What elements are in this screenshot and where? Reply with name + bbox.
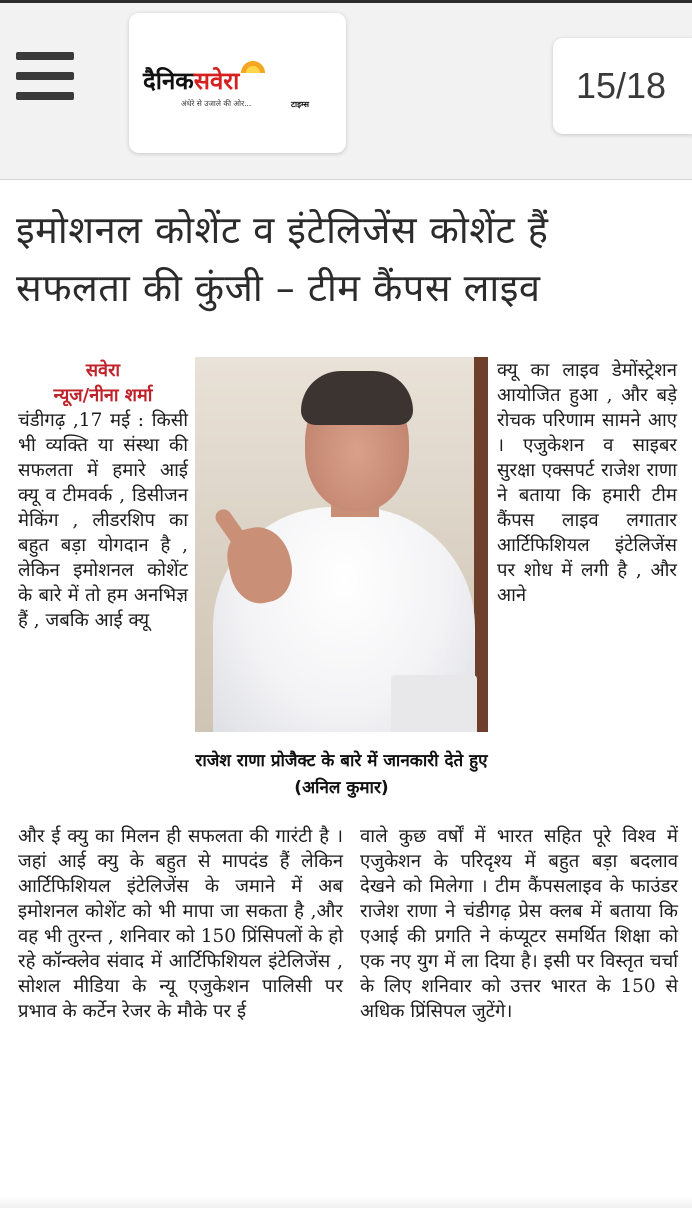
page-counter[interactable]: 15/18 [553, 38, 692, 134]
app-header [0, 0, 692, 180]
logo-card[interactable] [129, 13, 346, 153]
bottom-right-column [360, 824, 678, 1024]
logo-part-savera: सवेरा [193, 67, 240, 95]
right-column [497, 358, 677, 608]
hamburger-menu-icon[interactable] [12, 48, 78, 104]
left-column-text: चंडीगढ़ ,17 मई : किसी भी व्यक्ति या संस्था की सफलता में हमारे आई क्यू व टीमवर्क , डिसीजन मेकिंग , लीडरशिप का बहुत बड़ा योगदान है , लेकिन इमोशनल कोशेंट के बारे में तो हम अनभिज्ञ हैं , जबकि आई क्यू [18, 410, 188, 631]
logo-tagline: अंधेरे से उजाले की ओर... [181, 99, 252, 108]
photo-caption: राजेश राणा प्रोजैक्ट के बारे में जानकारी देते हुए (अनिल कुमार) [195, 751, 488, 798]
byline-source: सवेरा [85, 360, 121, 381]
logo-wordmark [143, 67, 239, 95]
byline-author: न्यूज/नीना शर्मा [53, 385, 153, 406]
page-bottom-edge [0, 1196, 692, 1208]
right-column-text: क्यू का लाइव डेमोंस्ट्रेशन आयोजित हुआ , और बड़े रोचक परिणाम सामने आए । एजुकेशन व साइबर सुरक्षा एक्सपर्ट राजेश राणा ने बताया कि हमारी टीम कैंपस लाइव लगातार आर्टिफिशियल इंटेलिजेंस पर शोध में लगी है , और आने [497, 360, 677, 606]
bottom-left-text: और ई क्यु का मिलन ही सफलता की गारंटी है । जहां आई क्यु के बहुत से मापदंड हैं लेकिन आर्टिफिशियल इंटेलिजेंस के जमाने में अब इमोशनल कोशेंट को भी मापा जा सकता है ,और वह भी तुरन्त , शनिवार को 150 प्रिंसिपलों के हो रहे कॉन्क्लेव संवाद में आर्टिफिशियल इंटेलिजेंस , सोशल मीडिया के न्यू एजुकेशन पालिसी पर प्रभाव के कर्टेन रेजर के मौके पर ई [18, 826, 343, 1022]
headline-line-1: इमोशनल कोशेंट व इंटेलिजेंस कोशेंट हैं [16, 208, 549, 252]
article-headline [16, 201, 680, 317]
news-clipping [0, 181, 692, 1208]
rising-sun-icon [235, 57, 271, 73]
left-column [18, 358, 188, 633]
article-photo [195, 357, 488, 732]
dainik-savera-logo [143, 57, 333, 117]
headline-line-2: सफलता की कुंजी – टीम कैंपस लाइव [16, 266, 541, 310]
bottom-right-text: वाले कुछ वर्षों में भारत सहित पूरे विश्व में एजुकेशन के परिदृश्य में बहुत बड़ा बदलाव देखने को मिलेगा । टीम कैंपसलाइव के फाउंडर राजेश राणा ने चंडीगढ़ प्रेस क्लब में बताया कि एआई की प्रगति ने कंप्यूटर समर्थित शिक्षा को एक नए युग में ला दिया है। इसी पर विस्तृत चर्चा के लिए शनिवार को उत्तर भारत के 150 से अधिक प्रिंसिपल जुटेंगे। [360, 826, 678, 1022]
logo-part-dainik: दैनिक [143, 67, 194, 95]
logo-times: टाइम्स [291, 100, 310, 109]
bottom-left-column [18, 824, 343, 1024]
status-strip [0, 0, 692, 3]
